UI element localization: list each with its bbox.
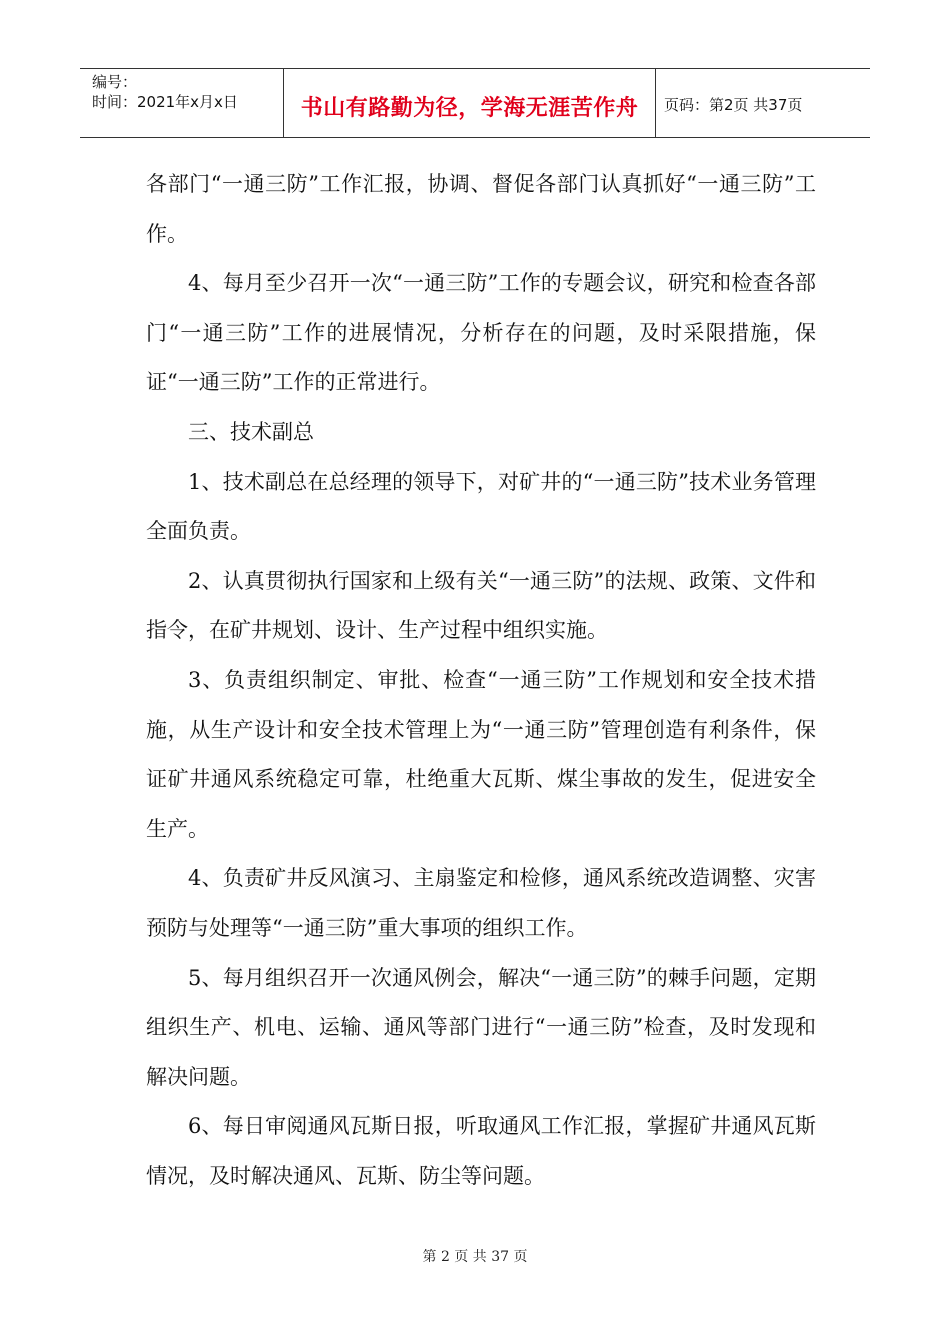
- header-motto: [283, 69, 656, 137]
- document-header: [80, 68, 870, 138]
- paragraph: 1、技术副总在总经理的领导下，对矿井的“一通三防”技术业务管理全面负责。: [146, 469, 816, 544]
- paragraph: 3、负责组织制定、审批、检查“一通三防”工作规划和安全技术措施，从生产设计和安全技术管理上为“一通三防”管理创造有利条件，保证矿井通风系统稳定可靠，杜绝重大瓦斯、煤尘事故的发生，促进安全生产。: [146, 667, 816, 841]
- paragraph: 2、认真贯彻执行国家和上级有关“一通三防”的法规、政策、文件和指令，在矿井规划、设计、生产过程中组织实施。: [146, 568, 816, 643]
- page-footer: 第 2 页 共 37 页: [422, 1249, 528, 1265]
- document-body: [146, 160, 816, 1201]
- paragraph: 4、负责矿井反风演习、主扇鉴定和检修，通风系统改造调整、灾害预防与处理等“一通三防”重大事项的组织工作。: [146, 866, 816, 940]
- header-page-info: [654, 69, 870, 137]
- page-info-text: 页码：第2页 共37页: [664, 96, 803, 114]
- paragraph: 各部门“一通三防”工作汇报，协调、督促各部门认真抓好“一通三防”工作。: [146, 172, 816, 246]
- paragraph: 5、每月组织召开一次通风例会，解决“一通三防”的棘手问题，定期组织生产、机电、运输、通风等部门进行“一通三防”检查，及时发现和解决问题。: [146, 965, 816, 1089]
- time-label: 时间：2021年x月x日: [92, 93, 238, 111]
- paragraph: 4、每月至少召开一次“一通三防”工作的专题会议，研究和检查各部门“一通三防”工作的进展情况，分析存在的问题，及时采限措施，保证“一通三防”工作的正常进行。: [146, 271, 816, 395]
- header-meta: [80, 69, 283, 137]
- section-heading: 三、技术副总: [188, 419, 314, 444]
- motto-text: 书山有路勤为径，学海无涯苦作舟: [300, 96, 639, 121]
- paragraph: 6、每日审阅通风瓦斯日报，听取通风工作汇报，掌握矿井通风瓦斯情况，及时解决通风、瓦斯、防尘等问题。: [146, 1114, 816, 1188]
- number-label: 编号：: [92, 73, 138, 91]
